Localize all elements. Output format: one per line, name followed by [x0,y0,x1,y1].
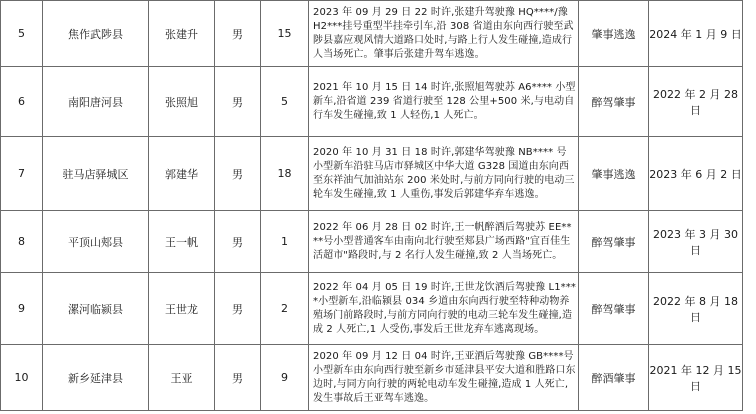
table-row [1,273,743,345]
cell-gender: 男 [215,137,261,211]
cell-age: 1 [261,211,309,273]
cell-number: 10 [1,345,43,411]
cell-date: 2022 年 2 月 28 日 [649,67,743,137]
cell-gender: 男 [215,211,261,273]
cell-age: 2 [261,273,309,345]
cell-name: 张照旭 [149,67,215,137]
cell-name: 张建升 [149,1,215,67]
table-row [1,211,743,273]
cell-location: 新乡延津县 [43,345,149,411]
cell-location: 漯河临颍县 [43,273,149,345]
cell-crime: 醉驾肇事 [579,273,649,345]
cell-age: 5 [261,67,309,137]
cell-gender: 男 [215,345,261,411]
cell-location: 南阳唐河县 [43,67,149,137]
cell-description: 2020 年 10 月 31 日 18 时许,郭建华驾驶豫 NB**** 号小型新车沿驻马店市驿城区中华大道 G328 国道由东向西至东祥油气加油站东 200 米处时,与前方同向行驶的电动三轮车发生碰撞,致 1 人重伤,事发后郭建华弃车逃逸。 [309,137,579,211]
table-row [1,67,743,137]
cell-name: 王亚 [149,345,215,411]
cell-description: 2021 年 10 月 15 日 14 时许,张照旭驾驶苏 A6**** 小型新车,沿省道 239 省道行驶至 128 公里+500 米,与电动自行车发生碰撞,致 1 人轻伤,1 人死亡。 [309,67,579,137]
cell-crime: 醉酒肇事 [579,345,649,411]
cell-gender: 男 [215,67,261,137]
cell-gender: 男 [215,1,261,67]
cell-number: 8 [1,211,43,273]
cell-number: 7 [1,137,43,211]
cell-date: 2023 年 6 月 2 日 [649,137,743,211]
cell-age: 18 [261,137,309,211]
cell-location: 焦作武陟县 [43,1,149,67]
cell-date: 2021 年 12 月 15 日 [649,345,743,411]
cell-name: 王世龙 [149,273,215,345]
cell-number: 5 [1,1,43,67]
cell-number: 9 [1,273,43,345]
cell-crime: 醉驾肇事 [579,67,649,137]
cell-description: 2022 年 04 月 05 日 19 时许,王世龙饮酒后驾驶豫 L1****小型新车,沿临颍县 034 乡道由东向西行驶至特种动物养殖场门前路段时,与前方同向行驶的电动三轮车发生碰撞,造成 2 人死亡,1 人受伤,事发后王世龙弃车逃离现场。 [309,273,579,345]
cell-date: 2022 年 8 月 18 日 [649,273,743,345]
cell-crime: 肇事逃逸 [579,137,649,211]
cell-age: 9 [261,345,309,411]
table-row [1,137,743,211]
table-row [1,1,743,67]
cell-crime: 肇事逃逸 [579,1,649,67]
cell-location: 驻马店驿城区 [43,137,149,211]
table-row [1,345,743,411]
cell-number: 6 [1,67,43,137]
cell-gender: 男 [215,273,261,345]
cell-name: 王一帆 [149,211,215,273]
cell-description: 2020 年 09 月 12 日 04 时许,王亚酒后驾驶豫 GB****号小型新车由东向西行驶至新乡市延津县平安大道和胜路口东边时,与同方向行驶的两轮电动车发生碰撞,造成 1 人死亡,发生事故后王亚驾车逃逸。 [309,345,579,411]
cell-date: 2023 年 3 月 30 日 [649,211,743,273]
cell-date: 2024 年 1 月 9 日 [649,1,743,67]
cell-description: 2022 年 06 月 28 日 02 时许,王一帆醉酒后驾驶苏 EE****号小型普通客车由南向北行驶至郏县广场西路"宜百佳生活超市"路段时,与 2 名行人发生碰撞,致 2 人当场死亡。 [309,211,579,273]
cell-name: 郭建华 [149,137,215,211]
cell-location: 平顶山郏县 [43,211,149,273]
cell-crime: 醉驾肇事 [579,211,649,273]
cell-description: 2023 年 09 月 29 日 22 时许,张建升驾驶豫 HQ****/豫 H2***挂号重型半挂牵引车,沿 308 省道由东向西行驶至武陟县嘉应观风情大道路口处时,与路上行人发生碰撞,造成行人当场死亡。肇事后张建升驾车逃逸。 [309,1,579,67]
cell-age: 15 [261,1,309,67]
